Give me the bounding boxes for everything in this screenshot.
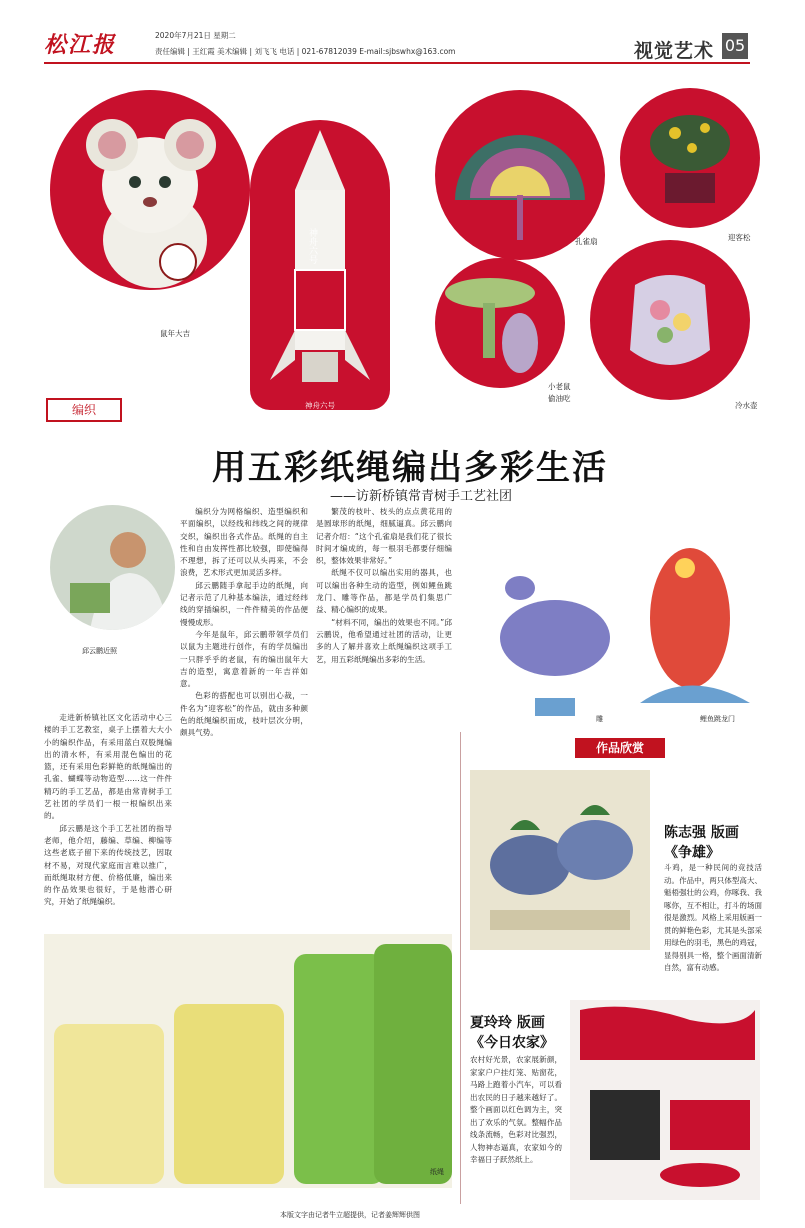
label-oil-2: 偷油吃	[548, 394, 571, 403]
artwork-jinri-nongjia	[570, 1000, 760, 1200]
col1-p2: 邱云鹏是这个手工艺社团的指导老师，他介绍，藤编、草编、柳编等这些老底子留下来的传统技艺，因取材不易，对现代家庭而言难以推广，而纸绳取材方便、价格低廉，编出来的作品效果也很好，于是他潜心研究，开始了纸绳编织。	[44, 823, 172, 907]
article-subtitle: ——访新桥镇常青树手工艺社团	[330, 489, 513, 504]
col3-p1: 繁茂的枝叶、枝头的点点黄花用的是圆球形的纸绳，细腻逼真。邱云鹏向记者介绍：“这个孔雀扇是我们花了很长时间才编成的，每一根羽毛都要仔细编织，整体效果非常好。”	[316, 507, 452, 566]
rope-spools-illustration	[44, 934, 452, 1188]
col2-p2: 邱云鹏随手拿起手边的纸绳，向记者示范了几种基本编法，通过经纬线的穿插编织，一件件精美的作品便慢慢成形。	[180, 580, 308, 627]
kettle-illustration	[590, 240, 750, 400]
col3-p2: 纸绳不仅可以编出实用的器具，也可以编出各种生动的造型，例如鲤鱼跳龙门、雕等作品，都是学员们集思广益、精心编织的成果。	[316, 568, 452, 615]
photo-peacock-fan	[435, 90, 605, 260]
rocket-text: 神舟六号	[307, 228, 317, 264]
label-kettle: 冷水壶	[735, 401, 758, 410]
issue-date: 2020年7月21日 星期二	[155, 31, 236, 40]
pine-illustration	[620, 88, 760, 228]
col2-p3: 今年是鼠年，邱云鹏带领学员们以鼠为主题进行创作，有的学员编出一只胖乎乎的老鼠，有的编出鼠年大吉的造型，寓意着新的一年吉祥如意。	[180, 629, 308, 689]
masthead: 松江报	[44, 32, 117, 58]
photo-teacher	[50, 505, 175, 630]
col2-p4: 色彩的搭配也可以别出心裁，一件名为“迎客松”的作品，就由多种颜色的纸绳编织而成，枝叶层次分明，颇具气势。	[180, 691, 308, 738]
mouse-illustration	[50, 90, 250, 290]
art1-artist: 陈志强 版画	[664, 825, 739, 841]
label-rocket: 神舟六号	[305, 401, 335, 410]
caption-rope: 纸绳	[430, 1168, 444, 1176]
photo-bird-fish	[460, 508, 760, 723]
caption-teacher: 邱云鹏近照	[82, 647, 117, 655]
farmhouse-illustration	[570, 1000, 760, 1200]
art1-title: 《争雄》	[664, 845, 720, 861]
teacher-illustration	[50, 505, 175, 630]
photo-rocket	[250, 120, 390, 410]
caption-bird: 雕	[596, 715, 603, 723]
editor-info: 责任编辑 | 王红霞 美术编辑 | 刘飞飞 电话 | 021-67812039 E-mail:sjbswhx@163.com	[155, 47, 456, 56]
roosters-illustration	[470, 770, 650, 950]
art2-artist: 夏玲玲 版画	[470, 1015, 545, 1031]
col1-p1: 走进新桥镇社区文化活动中心三楼的手工艺教室，桌子上摆着大大小小的编织作品，有采用蓝白双股绳编出的清水杯，有采用混色编出的花篮，还有采用色彩鲜艳的纸绳编出的孔雀、蝴蝶等动物造型……这一件件精巧的手工艺品，都是由常青树手工艺社团的学员们一根一根编织出来的。	[44, 713, 172, 821]
label-pine: 迎客松	[728, 233, 751, 242]
rocket-illustration	[250, 120, 390, 410]
photo-mouse-oil	[435, 258, 565, 388]
header-rule	[44, 62, 750, 64]
art2-description: 农村好光景，农家展新颜，家家户户挂灯笼、贴窗花，马路上跑着小汽车，可以看出农民的日子越来越好了。整个画面以红色调为主，突出了欢乐的气氛。整幅作品线条流畅，色彩对比强烈，人物神态逼真，农家如今的幸福日子跃然纸上。	[470, 1055, 562, 1164]
col2-p1: 编织分为网格编织、造型编织和平面编织，以经线和纬线之间的规律交织，编织出各式作品。纸绳的自主性和自由发挥性都比较强，即使编得不理想，拆了还可以从头再来，不会浪费，艺术形式更加灵活多样。	[180, 507, 308, 578]
label-oil-1: 小老鼠	[548, 382, 571, 391]
artwork-zhengxiong	[470, 770, 650, 950]
article-col-2	[180, 506, 308, 740]
art1-description: 斗鸡，是一种民间的竞技活动。作品中，两只体型高大、魁梧强壮的公鸡，你啄我、我啄你，互不相让，打斗的场面很是激烈。风格上采用版画一贯的鲜艳色彩，尤其是头部采用绿色的羽毛，黑色的鸡冠，显得别具一格，整个画面清新自然，富有动感。	[664, 863, 762, 972]
photo-mouse	[50, 90, 250, 290]
photo-rope-spools	[44, 934, 452, 1188]
photo-pine	[620, 88, 760, 228]
art-section-tag: 作品欣赏	[575, 738, 665, 758]
seal-stamp: 编织	[46, 398, 122, 422]
article-title: 用五彩纸绳编出多彩生活	[212, 448, 608, 488]
section-title: 视觉艺术	[634, 40, 715, 62]
footer-credit: 本版文字由记者牛立超提供，记者姜辉辉供图	[280, 1211, 420, 1219]
bird-fish-illustration	[460, 508, 760, 723]
peacock-fan-illustration	[435, 90, 605, 260]
label-peacock-fan: 孔雀扇	[575, 237, 598, 246]
article-col-3	[316, 506, 452, 666]
photo-kettle	[590, 240, 750, 400]
label-mouse: 鼠年大吉	[160, 329, 190, 338]
article-col-1	[44, 712, 172, 909]
col3-p3: “材料不同，编出的效果也不同。”邱云鹏说，他希望通过社团的活动，让更多的人了解并喜欢上纸绳编织这项手工艺，用五彩纸绳编出多彩的生活。	[316, 617, 452, 664]
mouse-oil-illustration	[435, 258, 565, 388]
page-number: 05	[722, 33, 748, 59]
caption-fish: 鲤鱼跳龙门	[700, 715, 735, 723]
art2-title: 《今日农家》	[470, 1035, 554, 1051]
